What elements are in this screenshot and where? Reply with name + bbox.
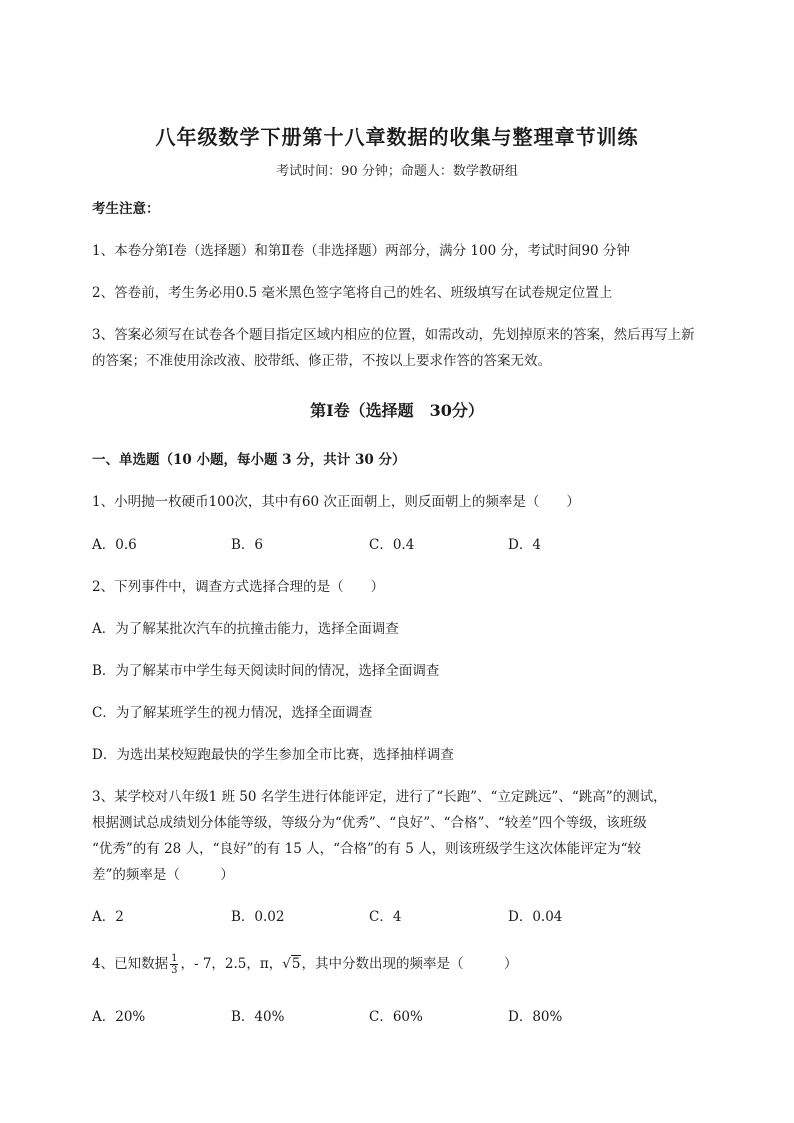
section-title: 第Ⅰ卷（选择题 30分） xyxy=(310,401,484,420)
note-item-3-line-2: 的答案；不准使用涂改液、胶带纸、修正带，不按以上要求作答的答案无效。 xyxy=(92,353,551,369)
question-4-prefix: 4、已知数据 xyxy=(92,956,169,972)
fraction-numerator: 1 xyxy=(171,953,178,964)
question-2-option-a: A．为了解某批次汽车的抗撞击能力，选择全面调查 xyxy=(92,621,399,637)
exam-subtitle: 考试时间：90 分钟；命题人：数学教研组 xyxy=(276,164,518,179)
note-item-2: 2、答卷前，考生务必用0.5 毫米黑色签字笔将自己的姓名、班级填写在试卷规定位置上 xyxy=(92,285,613,301)
question-2-option-b: B．为了解某市中学生每天阅读时间的情况，选择全面调查 xyxy=(92,663,440,679)
question-1-option-d: D．4 xyxy=(508,537,541,553)
question-4-stem xyxy=(92,951,772,977)
question-3-line-1: 3、某学校对八年级1 班 50 名学生进行体能评定，进行了“长跑”、“立定跳远”、“跳高”的测试， xyxy=(92,789,667,805)
question-4-option-b: B．40% xyxy=(231,1009,285,1025)
note-item-1: 1、本卷分第Ⅰ卷（选择题）和第Ⅱ卷（非选择题）两部分，满分 100 分，考试时间90 分钟 xyxy=(92,243,630,259)
note-item-3-line-1: 3、答案必须写在试卷各个题目指定区域内相应的位置，如需改动，先划掉原来的答案，然后再写上新 xyxy=(92,327,695,343)
question-3-line-3: “优秀”的有 28 人，“良好”的有 15 人，“合格”的有 5 人，则该班级学生这次体能评定为“较 xyxy=(92,841,642,857)
question-4-suffix: ，其中分数出现的频率是（ ） xyxy=(301,956,518,972)
question-3-option-a: A．2 xyxy=(92,909,124,925)
question-3-option-d: D．0.04 xyxy=(508,909,563,925)
question-3-line-4: 差”的频率是（ ） xyxy=(92,867,234,883)
part-heading: 一、单选题（10 小题，每小题 3 分，共计 30 分） xyxy=(92,452,406,468)
question-1-option-a: A．0.6 xyxy=(92,537,137,553)
question-2-option-c: C．为了解某班学生的视力情况，选择全面调查 xyxy=(92,705,373,721)
question-3-option-c: C．4 xyxy=(369,909,402,925)
question-4-option-a: A．20% xyxy=(92,1009,146,1025)
question-1-option-b: B．6 xyxy=(231,537,264,553)
question-4-option-d: D．80% xyxy=(508,1009,563,1025)
exam-title: 八年级数学下册第十八章数据的收集与整理章节训练 xyxy=(155,125,639,149)
question-2-option-d: D．为选出某校短跑最快的学生参加全市比赛，选择抽样调查 xyxy=(92,747,454,763)
question-3-option-b: B．0.02 xyxy=(231,909,285,925)
radicand: 5 xyxy=(291,956,301,972)
question-2-stem: 2、下列事件中，调查方式选择合理的是（ ） xyxy=(92,579,385,595)
question-1-stem: 1、小明抛一枚硬币100次，其中有60 次正面朝上，则反面朝上的频率是（ ） xyxy=(92,494,580,510)
fraction-one-third xyxy=(170,953,178,976)
question-1-option-c: C．0.4 xyxy=(369,537,415,553)
question-3-line-2: 根据测试总成绩划分体能等级，等级分为“优秀”、“良好”、“合格”、“较差”四个等级，该班级 xyxy=(92,815,647,831)
question-4-option-c: C．60% xyxy=(369,1009,423,1025)
question-4-middle: ，- 7，2.5，π， xyxy=(180,956,283,972)
fraction-denominator: 3 xyxy=(171,965,178,976)
radical-sign: √ xyxy=(282,956,291,972)
square-root-five xyxy=(282,951,301,977)
notes-heading: 考生注意： xyxy=(92,201,160,217)
